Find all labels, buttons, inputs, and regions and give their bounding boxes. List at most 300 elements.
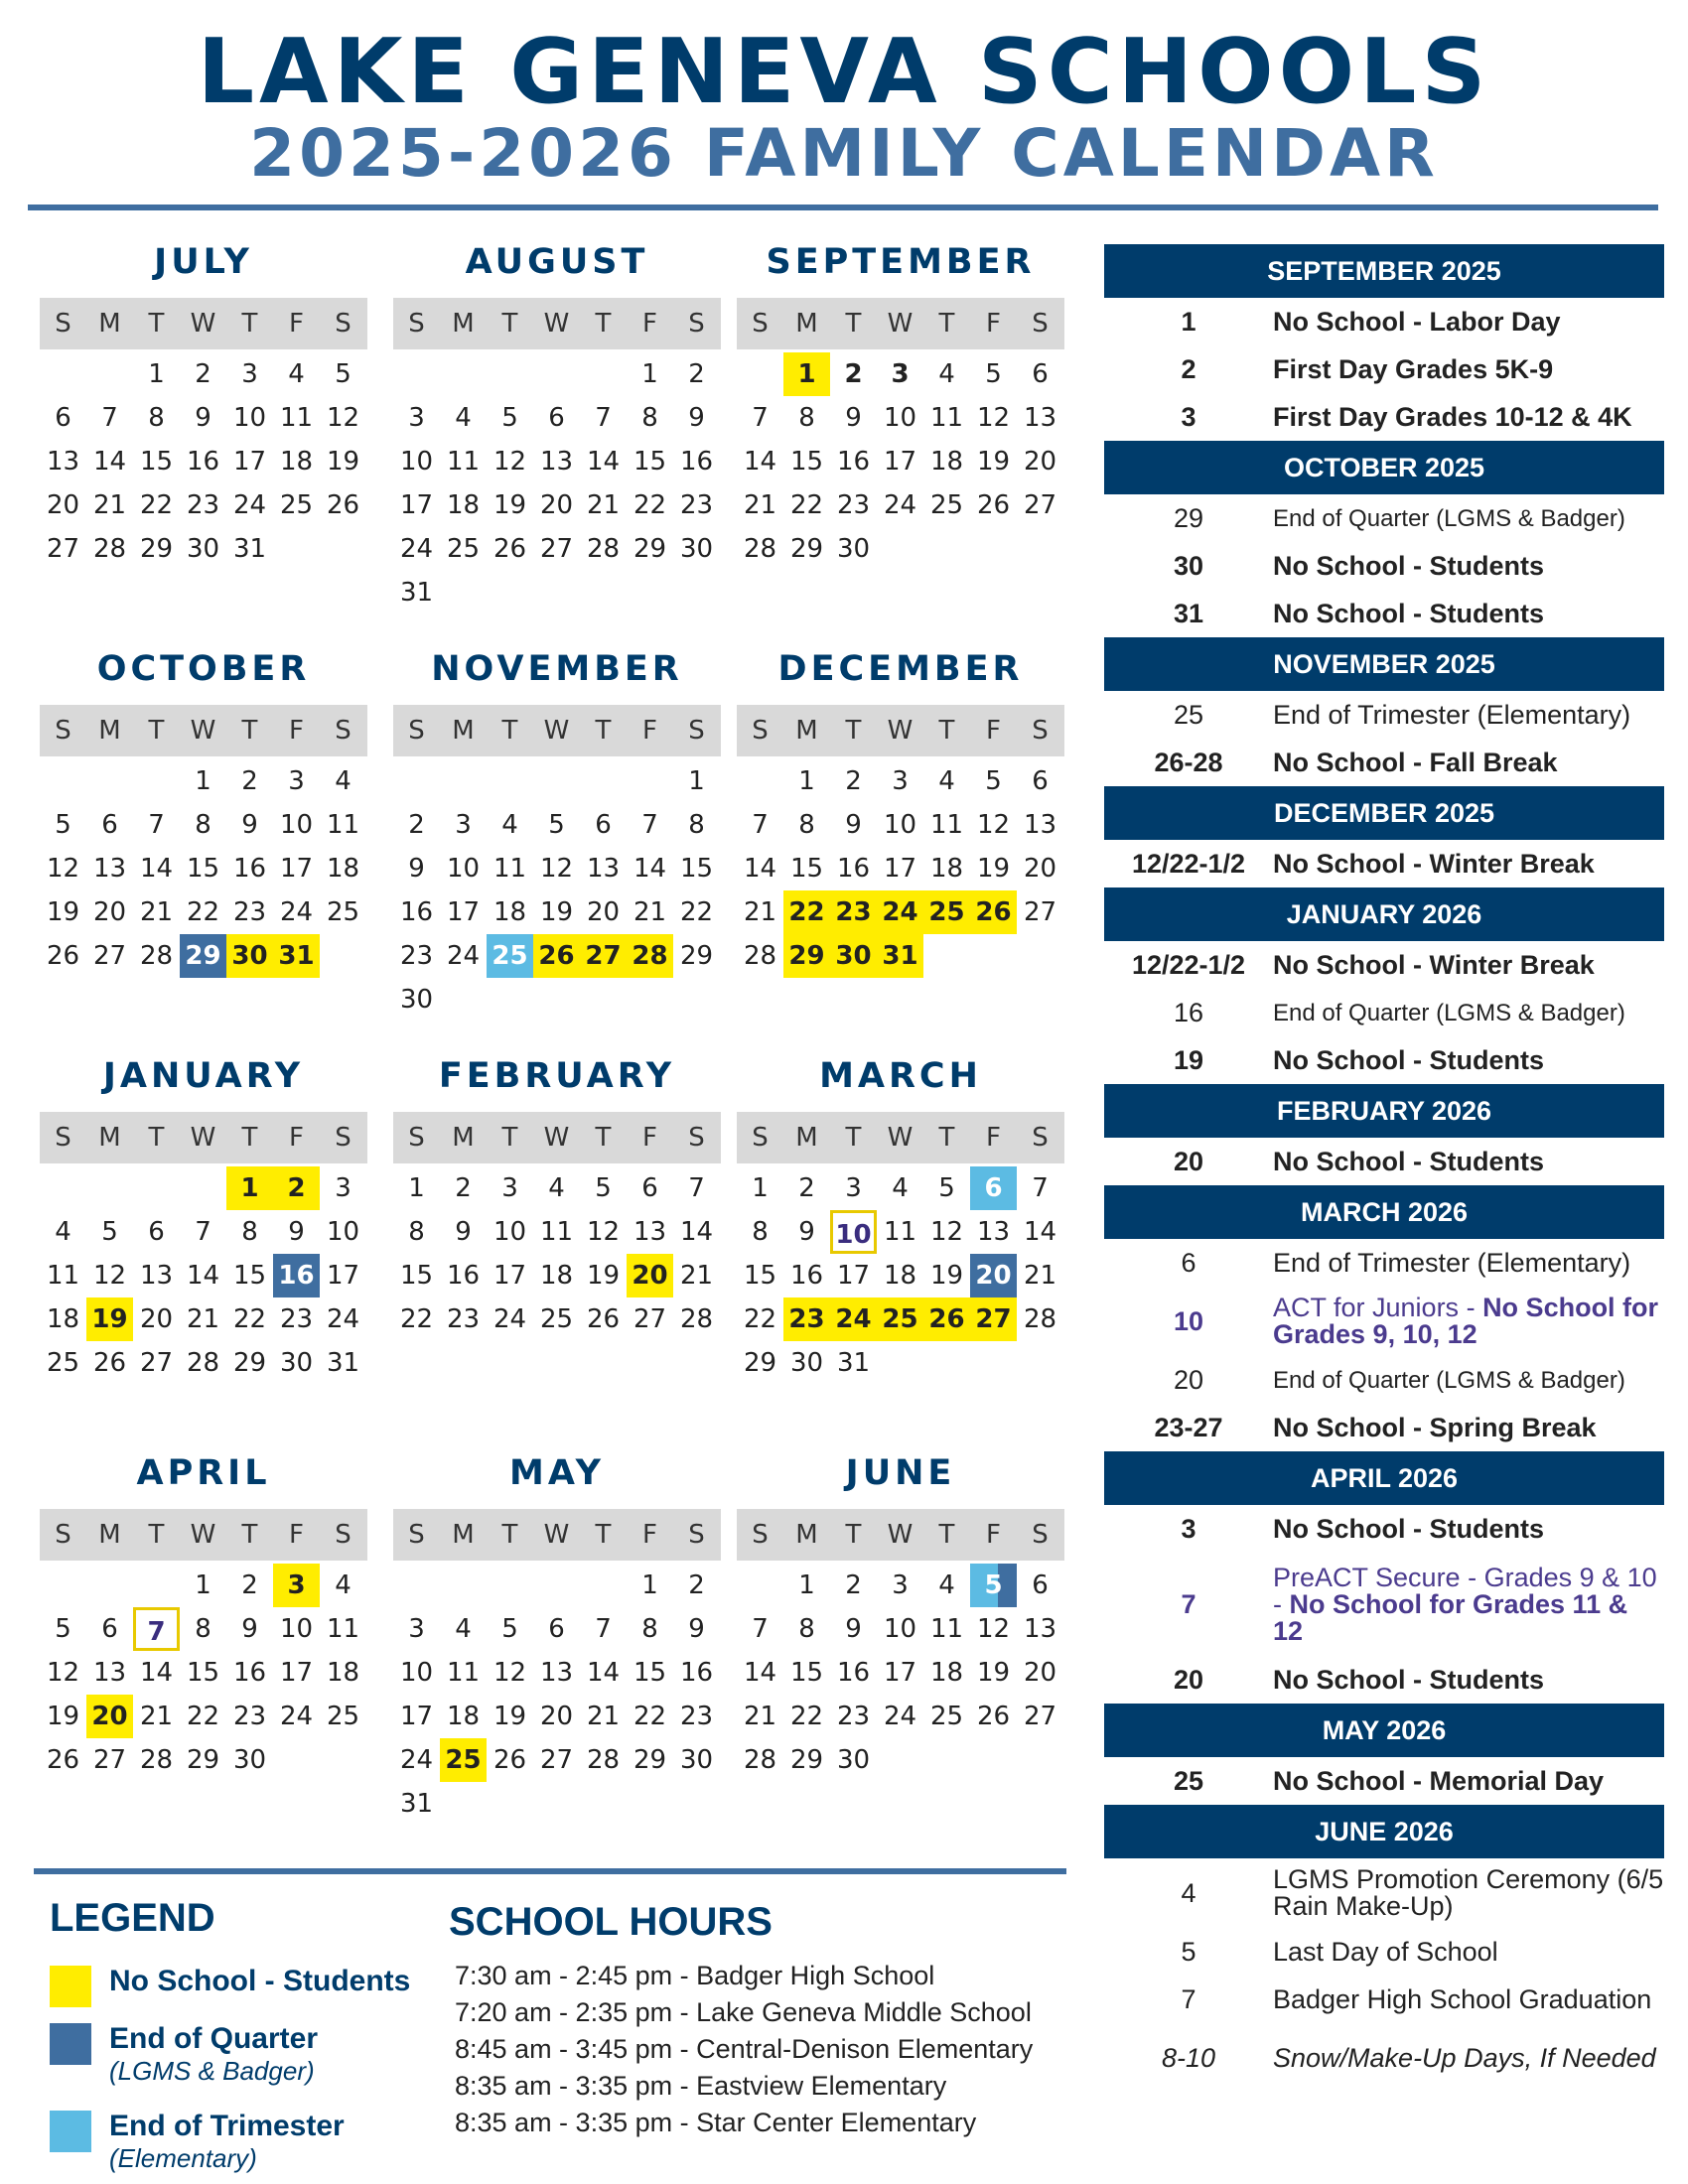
day-cell: 30 (232, 1745, 267, 1775)
day-blank (737, 1564, 783, 1607)
event-row (1104, 1404, 1664, 1451)
day-cell: 29 (789, 534, 824, 564)
day-cell: 5 (970, 1564, 1017, 1607)
day-cell: 16 (679, 1658, 714, 1688)
school-hours-list (455, 1958, 1033, 2141)
day-cell: 27 (970, 1297, 1017, 1341)
day-cell: 23 (232, 1702, 267, 1731)
day-cell: 12 (492, 447, 527, 477)
day-cell: 2 (845, 766, 862, 796)
weekday-label: S (55, 716, 71, 746)
day-cell: 23 (830, 890, 877, 934)
day-cell: 11 (492, 854, 527, 884)
day-cell: 31 (273, 934, 320, 978)
weekday-label: F (642, 1123, 657, 1153)
day-cell: 17 (232, 447, 267, 477)
weekday-label: W (887, 716, 914, 746)
event-row (1104, 1553, 1664, 1656)
events-list (1104, 244, 1664, 2093)
day-cell: 17 (399, 490, 434, 520)
day-cell: 16 (836, 447, 871, 477)
day-cell: 7 (148, 810, 165, 840)
day-cell: 13 (539, 447, 574, 477)
event-date: 16 (1173, 997, 1204, 1027)
day-cell: 22 (186, 897, 220, 927)
day-cell: 9 (455, 1217, 472, 1247)
day-cell: 16 (232, 1658, 267, 1688)
day-cell: 23 (186, 490, 220, 520)
weekday-label: T (938, 1123, 955, 1153)
day-cell: 20 (46, 490, 80, 520)
day-cell: 6 (55, 403, 71, 433)
day-cell: 2 (455, 1173, 472, 1203)
day-blank (393, 352, 440, 396)
day-cell: 31 (326, 1348, 360, 1378)
day-cell: 10 (399, 447, 434, 477)
weekday-label: T (148, 309, 165, 339)
day-blank (86, 1166, 133, 1210)
day-cell: 21 (92, 490, 127, 520)
day-cell: 12 (46, 854, 80, 884)
weekday-label: W (190, 309, 216, 339)
day-cell: 3 (501, 1173, 518, 1203)
day-cell: 10 (830, 1210, 877, 1254)
day-cell: 31 (399, 578, 434, 608)
day-cell: 2 (408, 810, 425, 840)
day-cell: 26 (533, 934, 580, 978)
event-text: No School - Winter Break (1273, 949, 1595, 980)
weekday-label: S (55, 1520, 71, 1550)
weekday-label: S (752, 716, 769, 746)
event-row (1104, 1928, 1664, 1976)
day-cell: 6 (970, 1166, 1017, 1210)
day-cell: 7 (752, 403, 769, 433)
weekday-label: F (986, 1520, 1001, 1550)
day-blank (580, 759, 627, 803)
day-cell: 27 (92, 1745, 127, 1775)
day-cell: 21 (743, 490, 777, 520)
day-blank (580, 1564, 627, 1607)
month-events-header: FEBRUARY 2026 (1104, 1084, 1664, 1138)
day-cell: 3 (455, 810, 472, 840)
day-cell: 31 (877, 934, 923, 978)
day-cell: 12 (976, 1614, 1011, 1644)
day-cell: 29 (633, 534, 667, 564)
day-cell: 9 (241, 1614, 258, 1644)
day-cell: 4 (938, 1570, 955, 1600)
weekday-label: S (752, 1520, 769, 1550)
day-cell: 14 (679, 1217, 714, 1247)
weekday-label: T (501, 309, 518, 339)
day-cell: 23 (279, 1304, 314, 1334)
day-cell: 1 (148, 359, 165, 389)
legend-sublabel: (Elementary) (109, 2143, 257, 2173)
day-cell: 26 (92, 1348, 127, 1378)
day-cell: 9 (195, 403, 211, 433)
day-cell: 23 (836, 490, 871, 520)
day-cell: 6 (101, 810, 118, 840)
weekday-label: W (543, 309, 570, 339)
day-blank (86, 1564, 133, 1607)
weekday-label: F (289, 309, 304, 339)
day-cell: 7 (752, 1614, 769, 1644)
day-cell: 14 (586, 1658, 621, 1688)
day-cell: 11 (883, 1217, 917, 1247)
day-cell: 21 (679, 1261, 714, 1291)
legend-label: No School - Students (109, 1965, 411, 1997)
day-cell: 22 (783, 890, 830, 934)
day-cell: 1 (798, 1570, 815, 1600)
day-blank (180, 1166, 226, 1210)
day-cell: 3 (408, 403, 425, 433)
weekday-label: W (887, 309, 914, 339)
day-cell: 8 (641, 403, 658, 433)
event-date: 3 (1181, 401, 1196, 432)
event-row (1104, 1858, 1664, 1928)
day-cell: 21 (633, 897, 667, 927)
day-cell: 13 (586, 854, 621, 884)
day-cell: 21 (743, 897, 777, 927)
weekday-label: M (98, 1520, 121, 1550)
day-cell: 25 (446, 534, 481, 564)
month-january (40, 1052, 367, 1385)
month-events-header: JANUARY 2026 (1104, 887, 1664, 941)
weekday-label: M (98, 309, 121, 339)
day-cell: 18 (883, 1261, 917, 1291)
day-cell: 18 (446, 1702, 481, 1731)
day-cell: 13 (976, 1217, 1011, 1247)
day-cell: 29 (783, 934, 830, 978)
day-cell: 29 (789, 1745, 824, 1775)
day-cell: 15 (633, 1658, 667, 1688)
day-cell: 21 (186, 1304, 220, 1334)
weekday-label: T (595, 1520, 612, 1550)
day-cell: 20 (1023, 854, 1057, 884)
day-cell: 29 (633, 1745, 667, 1775)
weekday-label: T (501, 1520, 518, 1550)
weekday-label: S (408, 1520, 425, 1550)
legend-divider (34, 1868, 1066, 1874)
day-cell: 11 (446, 447, 481, 477)
school-hours-title: SCHOOL HOURS (449, 1900, 773, 1944)
weekday-label: S (752, 309, 769, 339)
day-cell: 26 (976, 490, 1011, 520)
day-cell: 30 (679, 534, 714, 564)
school-hours-item: 8:35 am - 3:35 pm - Star Center Elementary (455, 2108, 977, 2137)
day-cell: 5 (501, 1614, 518, 1644)
month-events-header: JUNE 2026 (1104, 1805, 1664, 1858)
day-cell: 26 (970, 890, 1017, 934)
day-cell: 28 (92, 534, 127, 564)
weekday-header (737, 1112, 1064, 1163)
day-cell: 22 (139, 490, 174, 520)
month-april (40, 1449, 367, 1782)
day-cell: 15 (186, 854, 220, 884)
day-cell: 18 (929, 447, 964, 477)
weekday-header (40, 1112, 367, 1163)
day-cell: 8 (195, 1614, 211, 1644)
day-cell: 18 (446, 490, 481, 520)
event-date: 20 (1173, 1146, 1204, 1176)
event-row (1104, 989, 1664, 1036)
day-cell: 7 (688, 1173, 705, 1203)
day-blank (580, 352, 627, 396)
day-cell: 10 (883, 1614, 917, 1644)
day-cell: 15 (789, 1658, 824, 1688)
weekday-label: T (501, 1123, 518, 1153)
day-cell: 27 (633, 1304, 667, 1334)
day-cell: 20 (586, 897, 621, 927)
day-cell: 10 (279, 810, 314, 840)
month-name: OCTOBER (96, 649, 311, 689)
event-text: No School - Spring Break (1273, 1412, 1597, 1442)
day-cell: 5 (938, 1173, 955, 1203)
event-date: 31 (1173, 598, 1204, 628)
legend-label: End of Trimester (Elementary) (109, 2110, 345, 2173)
day-cell: 16 (836, 854, 871, 884)
day-cell: 6 (148, 1217, 165, 1247)
weekday-label: T (501, 716, 518, 746)
day-cell: 14 (139, 1658, 174, 1688)
weekday-header (393, 705, 721, 756)
month-events-header: SEPTEMBER 2025 (1104, 244, 1664, 298)
day-cell: 4 (548, 1173, 565, 1203)
day-cell: 20 (86, 1695, 133, 1738)
weekday-label: S (1032, 1520, 1049, 1550)
event-text: No School - Students (1273, 550, 1544, 581)
day-cell: 10 (399, 1658, 434, 1688)
weekday-label: T (241, 309, 258, 339)
day-cell: 16 (232, 854, 267, 884)
day-cell: 24 (232, 490, 267, 520)
day-cell: 18 (326, 1658, 360, 1688)
day-cell: 19 (976, 1658, 1011, 1688)
day-cell: 27 (1023, 897, 1057, 927)
day-cell: 4 (938, 359, 955, 389)
weekday-label: W (543, 1520, 570, 1550)
month-june (737, 1449, 1064, 1782)
title-divider (28, 205, 1658, 210)
day-cell: 18 (326, 854, 360, 884)
day-cell: 7 (752, 810, 769, 840)
weekday-label: S (335, 1520, 352, 1550)
day-cell: 22 (232, 1304, 267, 1334)
event-text: No School - Fall Break (1273, 747, 1558, 777)
weekday-header (737, 705, 1064, 756)
day-cell: 14 (139, 854, 174, 884)
weekday-label: S (408, 309, 425, 339)
event-row (1104, 2023, 1664, 2093)
day-cell: 5 (501, 403, 518, 433)
day-cell: 17 (883, 447, 917, 477)
day-blank (133, 1564, 180, 1607)
weekday-label: W (543, 716, 570, 746)
day-cell: 1 (798, 766, 815, 796)
weekday-label: S (688, 1520, 705, 1550)
day-cell: 19 (586, 1261, 621, 1291)
month-name: APRIL (136, 1453, 271, 1493)
event-text: End of Trimester (Elementary) (1273, 1247, 1631, 1278)
day-cell: 22 (186, 1702, 220, 1731)
day-cell: 28 (586, 1745, 621, 1775)
event-date: 12/22-1/2 (1131, 848, 1246, 879)
legend-swatch (50, 1966, 91, 2007)
day-cell: 21 (139, 897, 174, 927)
day-cell: 9 (241, 810, 258, 840)
day-cell: 1 (226, 1166, 273, 1210)
day-blank (393, 1564, 440, 1607)
event-row (1104, 1239, 1664, 1287)
event-date: 25 (1173, 699, 1204, 730)
day-blank (487, 1564, 533, 1607)
day-cell: 13 (92, 1658, 127, 1688)
day-cell: 12 (929, 1217, 964, 1247)
day-cell: 4 (335, 1570, 352, 1600)
day-blank (487, 759, 533, 803)
day-cell: 11 (929, 1614, 964, 1644)
day-cell: 25 (877, 1297, 923, 1341)
legend-sublabel: (LGMS & Badger) (109, 2056, 315, 2086)
month-november (393, 645, 721, 1022)
day-blank (133, 1166, 180, 1210)
day-cell: 13 (539, 1658, 574, 1688)
event-row (1104, 345, 1664, 393)
day-cell: 2 (241, 766, 258, 796)
event-date: 1 (1181, 306, 1196, 337)
day-cell: 24 (877, 890, 923, 934)
day-cell: 30 (789, 1348, 824, 1378)
day-cell: 15 (743, 1261, 777, 1291)
weekday-label: S (55, 1123, 71, 1153)
legend-label: End of Quarter (LGMS & Badger) (109, 2022, 319, 2086)
day-cell: 5 (101, 1217, 118, 1247)
weekday-label: T (595, 309, 612, 339)
event-text: ACT for Juniors - No School for Grades 9, 10, 12 (1273, 1293, 1659, 1349)
day-blank (440, 352, 487, 396)
day-cell: 7 (595, 1614, 612, 1644)
day-cell: 4 (938, 766, 955, 796)
weekday-label: F (289, 1520, 304, 1550)
day-cell: 24 (399, 1745, 434, 1775)
event-date: 6 (1181, 1247, 1196, 1278)
day-blank (627, 759, 673, 803)
event-date: 8-10 (1161, 2042, 1216, 2073)
event-text-emphasis: No School for Grades 11 & 12 (1273, 1588, 1628, 1646)
day-cell: 8 (408, 1217, 425, 1247)
day-cell: 16 (679, 447, 714, 477)
day-cell: 15 (399, 1261, 434, 1291)
day-cell: 8 (752, 1217, 769, 1247)
day-cell: 1 (752, 1173, 769, 1203)
weekday-header (737, 1509, 1064, 1561)
day-cell: 4 (55, 1217, 71, 1247)
day-cell: 23 (679, 1702, 714, 1731)
event-date: 20 (1173, 1364, 1204, 1395)
day-blank (86, 352, 133, 396)
weekday-header (393, 1509, 721, 1561)
event-row (1104, 691, 1664, 739)
day-cell: 30 (836, 534, 871, 564)
event-text-emphasis: No School for Grades 9, 10, 12 (1273, 1293, 1659, 1349)
day-cell: 9 (845, 403, 862, 433)
day-cell: 6 (641, 1173, 658, 1203)
day-cell: 11 (279, 403, 314, 433)
day-cell: 9 (288, 1217, 305, 1247)
page-title: LAKE GENEVA SCHOOLS (197, 20, 1491, 124)
day-blank (533, 352, 580, 396)
event-row (1104, 1138, 1664, 1185)
day-cell: 16 (186, 447, 220, 477)
day-cell: 5 (595, 1173, 612, 1203)
day-cell: 8 (195, 810, 211, 840)
day-cell: 7 (195, 1217, 211, 1247)
month-events-header: NOVEMBER 2025 (1104, 637, 1664, 691)
day-cell: 11 (539, 1217, 574, 1247)
day-cell: 18 (279, 447, 314, 477)
event-text: No School - Labor Day (1273, 306, 1561, 337)
month-events-header: MARCH 2026 (1104, 1185, 1664, 1239)
day-cell: 22 (789, 490, 824, 520)
day-cell: 9 (408, 854, 425, 884)
weekday-label: M (98, 1123, 121, 1153)
day-cell: 19 (326, 447, 360, 477)
day-cell: 15 (789, 447, 824, 477)
weekday-label: M (795, 716, 818, 746)
day-cell: 28 (139, 941, 174, 971)
day-cell: 20 (539, 490, 574, 520)
event-text: No School - Memorial Day (1273, 1765, 1605, 1796)
day-cell: 1 (408, 1173, 425, 1203)
day-cell: 30 (836, 1745, 871, 1775)
day-cell: 12 (46, 1658, 80, 1688)
day-cell: 15 (789, 854, 824, 884)
legend-item (50, 2023, 318, 2087)
weekday-label: S (1032, 309, 1049, 339)
weekday-label: F (986, 1123, 1001, 1153)
day-cell: 7 (101, 403, 118, 433)
day-cell: 3 (845, 1173, 862, 1203)
day-cell: 27 (92, 941, 127, 971)
day-cell: 14 (1023, 1217, 1057, 1247)
event-text: No School - Students (1273, 1146, 1544, 1176)
event-date: 2 (1181, 353, 1196, 384)
day-cell: 3 (241, 359, 258, 389)
weekday-label: M (452, 1123, 475, 1153)
day-cell: 25 (929, 1702, 964, 1731)
day-cell: 25 (279, 490, 314, 520)
day-cell: 17 (446, 897, 481, 927)
day-cell: 28 (743, 941, 777, 971)
day-cell: 6 (101, 1614, 118, 1644)
day-cell: 12 (976, 403, 1011, 433)
day-cell: 3 (288, 766, 305, 796)
day-cell: 4 (455, 403, 472, 433)
month-september (737, 238, 1064, 571)
day-cell: 28 (186, 1348, 220, 1378)
weekday-label: F (289, 716, 304, 746)
event-text: Snow/Make-Up Days, If Needed (1273, 2042, 1656, 2073)
weekday-label: F (642, 309, 657, 339)
day-cell: 8 (798, 403, 815, 433)
day-cell: 13 (1023, 810, 1057, 840)
day-cell: 21 (586, 490, 621, 520)
day-cell: 24 (492, 1304, 527, 1334)
day-cell: 2 (688, 1570, 705, 1600)
day-cell: 23 (836, 1702, 871, 1731)
day-blank (737, 352, 783, 396)
day-cell: 31 (399, 1789, 434, 1819)
day-cell: 3 (892, 766, 909, 796)
